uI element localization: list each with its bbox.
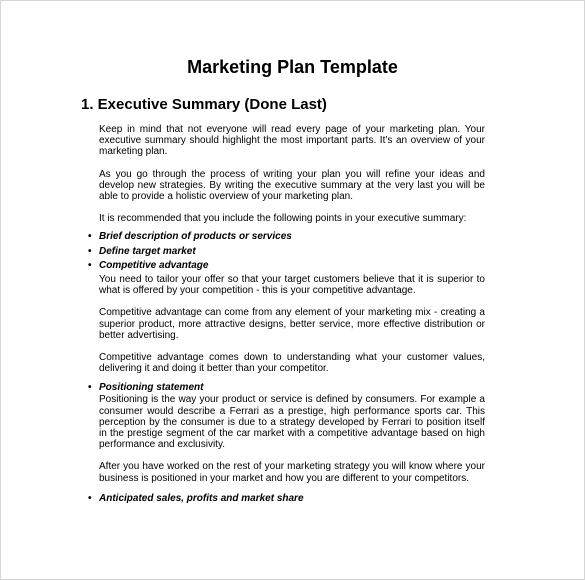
bullet-label: Positioning statement (99, 382, 204, 394)
positioning-paragraph-1: Positioning is the way your product or service is defined by consumers. For example a consumer would describe a Ferrari as a prestige, high performance sports car. This perception by the consumer is due to a strategy developed by Ferrari to position itself in the prestige segment of the car market with a competitive advantage based on high performance and exclusivity. (99, 394, 485, 451)
bullet-list-top (89, 230, 485, 274)
bullet-label: Competitive advantage (99, 260, 209, 272)
intro-paragraph-1: Keep in mind that not everyone will read every page of your marketing plan. Your executive summary should highlight the most important parts. It’s an overview of your marketing plan. (99, 124, 485, 158)
bullet-label: Define target market (99, 245, 196, 257)
bullet-item (89, 230, 485, 245)
bullet-list-bottom (89, 492, 485, 507)
bullet-icon: • (88, 245, 92, 257)
bullet-item (89, 259, 485, 274)
document-body (88, 124, 485, 506)
bullet-label: Anticipated sales, profits and market share (99, 492, 304, 504)
bullet-icon: • (88, 260, 92, 272)
bullet-icon: • (88, 382, 92, 394)
intro-paragraph-3: It is recommended that you include the following points in your executive summary: (99, 213, 467, 225)
bullet-icon: • (88, 231, 92, 243)
bullet-item (89, 382, 485, 394)
document-title: Marketing Plan Template (187, 57, 398, 77)
bullet-item (89, 245, 485, 260)
competitive-paragraph-2: Competitive advantage can come from any element of your marketing mix - creating a superior product, more attractive designs, better service, more effective distribution or better advertising. (99, 307, 485, 341)
bullet-list-positioning (89, 382, 485, 394)
section-heading: 1. Executive Summary (Done Last) (81, 96, 327, 113)
competitive-paragraph-3: Competitive advantage comes down to understanding what your customer values, delivering it and doing it better than your competitor. (99, 351, 485, 375)
bullet-label: Brief description of products or services (99, 231, 292, 243)
positioning-paragraph-2: After you have worked on the rest of your marketing strategy you will know where your business is positioned in your market and how you are different to your competitors. (99, 461, 485, 484)
intro-paragraph-2: As you go through the process of writing your plan you will refine your ideas and develop new strategies. By writing the executive summary at the very last you will be able to provide a holistic overview of your marketing plan. (99, 168, 485, 203)
competitive-paragraph-1: You need to tailor your offer so that your target customers believe that it is superior to what is offered by your competition - this is your competitive advantage. (99, 273, 485, 297)
bullet-item (89, 492, 485, 507)
bullet-icon: • (88, 492, 92, 504)
